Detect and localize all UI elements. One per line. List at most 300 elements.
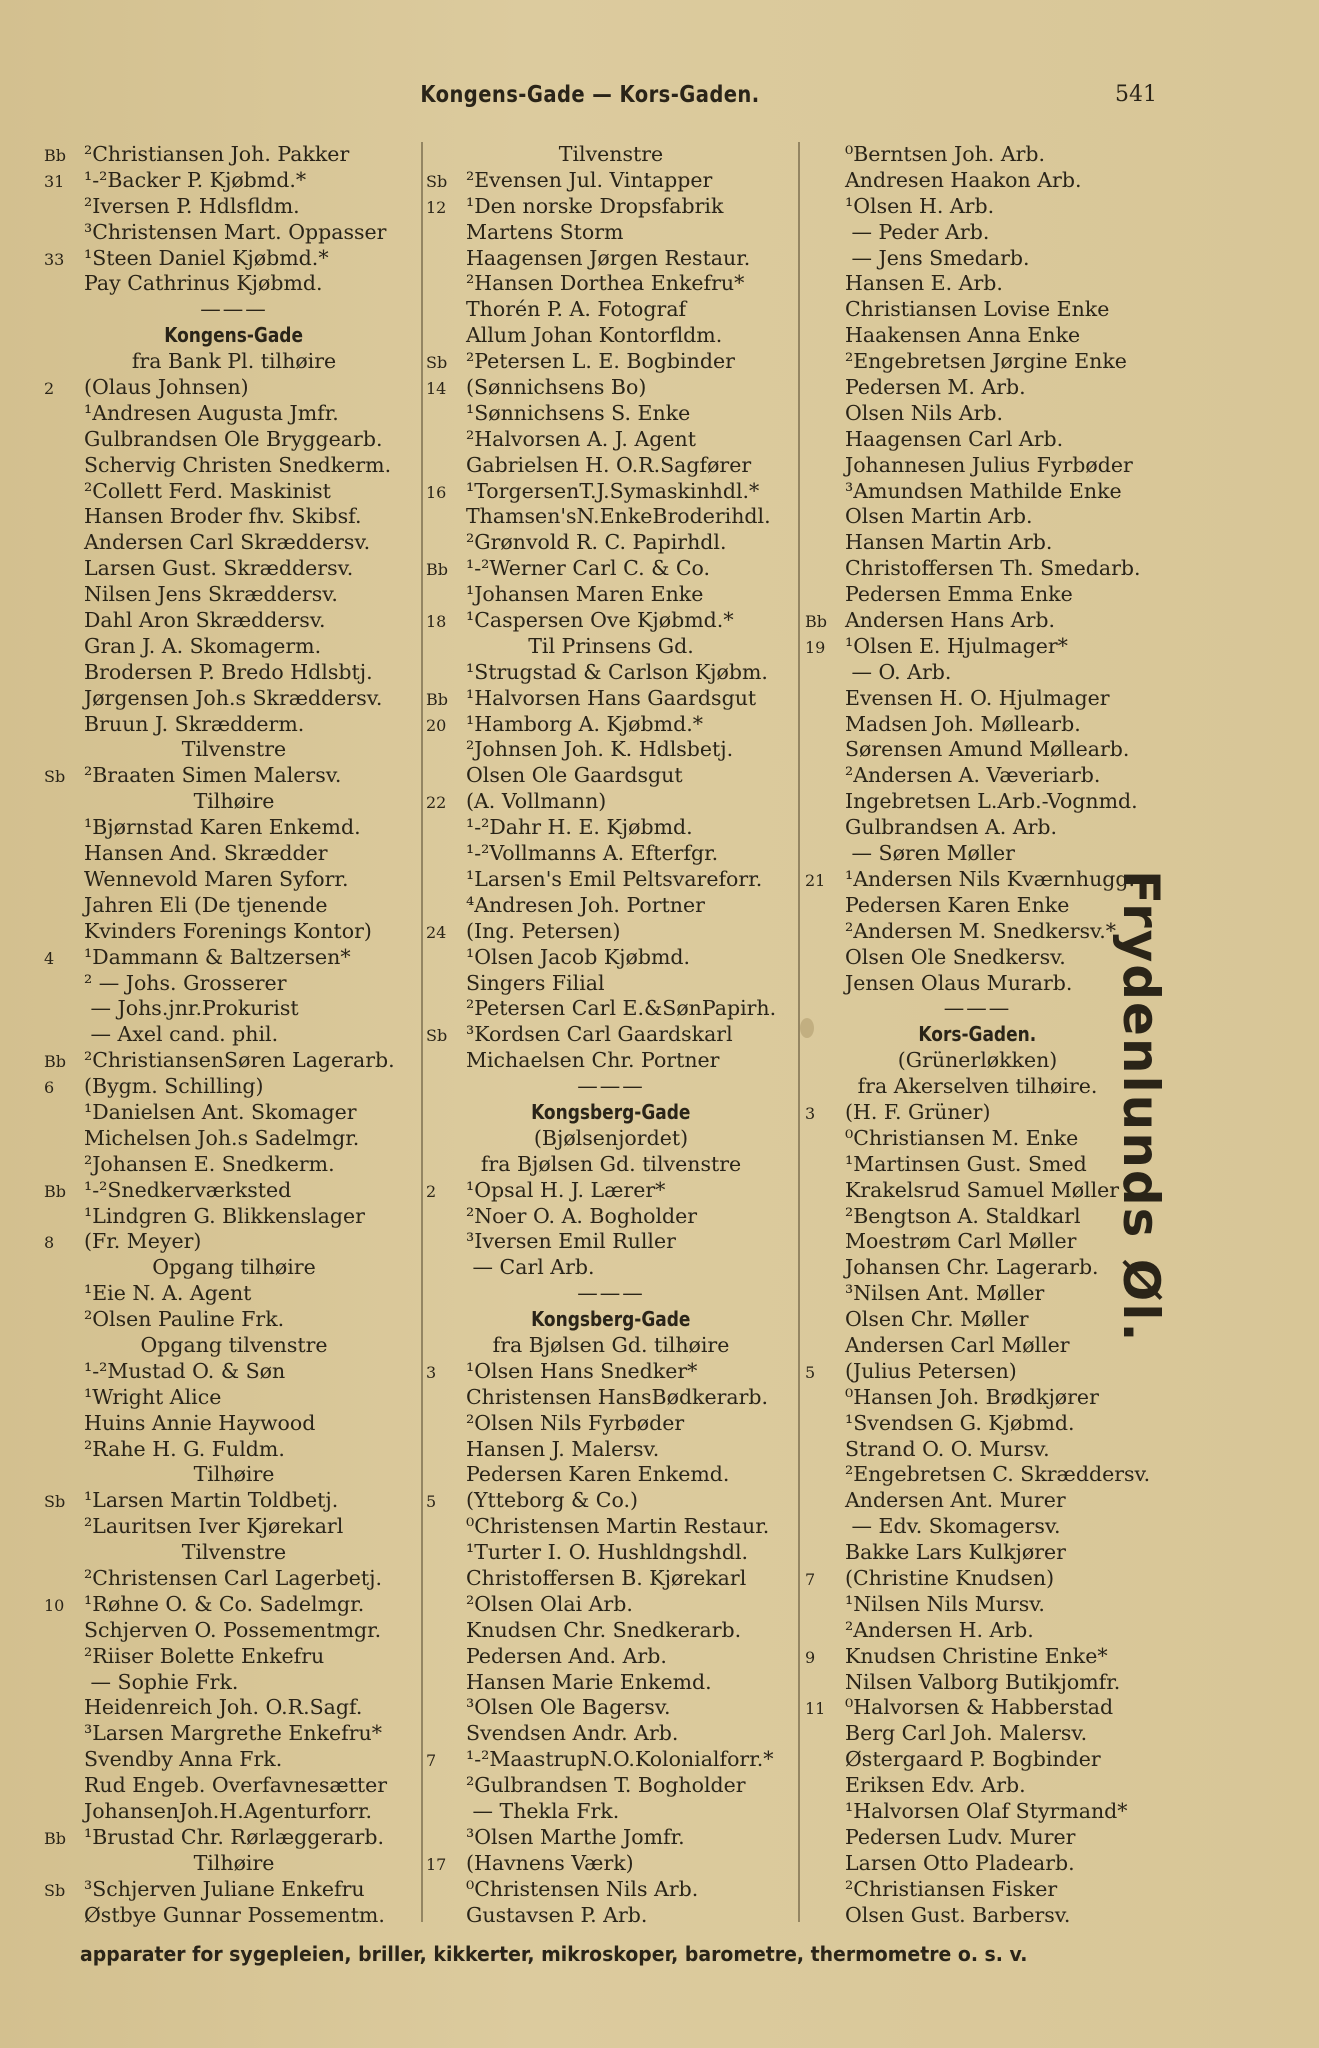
entry-text: ⁰Halvorsen & Habberstad	[845, 1695, 1114, 1720]
entry-marker: Sb	[426, 353, 448, 373]
directory-entry	[44, 1592, 424, 1618]
entry-text: ¹Olsen E. Hjulmager*	[845, 633, 1068, 658]
entry-text: ¹Olsen Jacob Kjøbmd.	[466, 944, 691, 969]
directory-entry	[805, 634, 1150, 660]
entry-text: Opgang tilvenstre	[140, 1332, 328, 1357]
directory-entry	[44, 401, 424, 427]
directory-entry	[44, 349, 424, 375]
entry-text: fra Akerselven tilhøire.	[857, 1074, 1098, 1099]
entry-text: ¹-²Dahr H. E. Kjøbmd.	[466, 815, 693, 840]
directory-entry	[426, 1903, 796, 1929]
page-header	[0, 82, 1319, 116]
entry-text: Tilhøire	[193, 1850, 275, 1875]
directory-entry	[426, 660, 796, 686]
entry-text: Pedersen Emma Enke	[845, 582, 1073, 607]
entry-text: Madsen Joh. Møllearb.	[845, 711, 1081, 736]
directory-entry	[426, 893, 796, 919]
column-divider-1	[421, 142, 423, 1922]
entry-text: (H. F. Grüner)	[845, 1099, 991, 1124]
entry-text: ²Collett Ferd. Maskinist	[84, 478, 331, 503]
entry-text: ²Olsen Nils Fyrbøder	[466, 1410, 685, 1435]
entry-text: Jørgensen Joh.s Skræddersv.	[84, 685, 383, 710]
directory-entry	[426, 1825, 796, 1851]
entry-text: ²Johnsen Joh. K. Hdlsbetj.	[466, 737, 734, 762]
entry-text: ³Nilsen Ant. Møller	[845, 1281, 1045, 1306]
entry-text: Andersen Ant. Murer	[845, 1488, 1066, 1513]
entry-text: ¹-²Snedkerværksted	[84, 1177, 292, 1202]
entry-text: Til Prinsens Gd.	[528, 633, 694, 658]
directory-entry	[44, 1903, 424, 1929]
directory-entry	[44, 1022, 424, 1048]
directory-entry	[44, 686, 424, 712]
entry-marker: Sb	[44, 1880, 66, 1900]
entry-text: ¹TorgersenT.J.Symaskinhdl.*	[466, 478, 760, 503]
directory-entry	[805, 1462, 1150, 1488]
street-heading	[44, 323, 424, 349]
entry-text: ³Kordsen Carl Gaardskarl	[466, 1022, 733, 1047]
entry-text: ¹Svendsen G. Kjøbmd.	[845, 1410, 1075, 1435]
entry-text: Hansen And. Skrædder	[84, 841, 328, 866]
entry-text: ¹Andresen Augusta Jmfr.	[84, 400, 339, 425]
directory-entry	[805, 530, 1150, 556]
entry-text: Andersen Carl Skræddersv.	[84, 530, 371, 555]
entry-text: Brodersen P. Bredo Hdlsbtj.	[84, 659, 373, 684]
page-number: 541	[1115, 82, 1157, 107]
directory-entry	[44, 1229, 424, 1255]
entry-text: ¹Martinsen Gust. Smed	[845, 1151, 1087, 1176]
entry-text: ¹Larsen Martin Toldbetj.	[84, 1488, 339, 1513]
entry-text: (Bygm. Schilling)	[84, 1074, 264, 1099]
entry-text: Christoffersen Th. Smedarb.	[845, 556, 1141, 581]
entry-text: ²Christensen Carl Lagerbetj.	[84, 1565, 382, 1590]
directory-entry	[805, 1281, 1150, 1307]
column-2	[426, 142, 796, 1928]
directory-entry	[426, 349, 796, 375]
entry-text: Haagensen Jørgen Restaur.	[466, 245, 751, 270]
entry-marker: 19	[805, 637, 826, 657]
entry-text: Huins Annie Haywood	[84, 1410, 316, 1435]
directory-entry	[805, 168, 1150, 194]
directory-entry	[805, 737, 1150, 763]
directory-entry	[44, 1462, 424, 1488]
entry-text: ⁰Berntsen Joh. Arb.	[845, 142, 1046, 166]
directory-entry	[805, 893, 1150, 919]
directory-entry	[805, 712, 1150, 738]
directory-entry	[426, 1385, 796, 1411]
entry-text: Larsen Gust. Skræddersv.	[84, 556, 354, 581]
entry-marker: 16	[426, 482, 447, 502]
directory-entry	[805, 686, 1150, 712]
entry-text: (Ing. Petersen)	[466, 918, 621, 943]
directory-entry	[426, 1333, 796, 1359]
directory-entry	[44, 582, 424, 608]
directory-entry	[44, 246, 424, 272]
directory-entry	[44, 479, 424, 505]
directory-entry	[426, 789, 796, 815]
entry-text: Pedersen Ludv. Murer	[845, 1824, 1076, 1849]
directory-entry	[805, 401, 1150, 427]
directory-entry	[44, 945, 424, 971]
directory-entry	[44, 971, 424, 997]
directory-entry	[805, 271, 1150, 297]
entry-text: Andresen Haakon Arb.	[845, 167, 1082, 192]
directory-entry	[805, 1048, 1150, 1074]
entry-text: ²Iversen P. Hdlsfldm.	[84, 193, 300, 218]
entry-text: Evensen H. O. Hjulmager	[845, 685, 1110, 710]
entry-text: Hansen E. Arb.	[845, 271, 1003, 296]
directory-entry	[426, 996, 796, 1022]
directory-entry	[426, 1126, 796, 1152]
directory-entry	[805, 1695, 1150, 1721]
entry-marker: Bb	[44, 1828, 66, 1848]
entry-text: (Ytteborg & Co.)	[466, 1488, 638, 1513]
entry-text: ¹Olsen Hans Snedker*	[466, 1358, 698, 1383]
directory-entry	[426, 608, 796, 634]
directory-entry	[805, 1747, 1150, 1773]
directory-entry	[805, 660, 1150, 686]
directory-entry	[805, 1126, 1150, 1152]
entry-text: (Julius Petersen)	[845, 1358, 1017, 1383]
entry-text: Michaelsen Chr. Portner	[466, 1048, 720, 1073]
entry-text: Johansen Chr. Lagerarb.	[845, 1255, 1099, 1280]
entry-text: ———	[577, 1074, 645, 1099]
directory-entry	[426, 1048, 796, 1074]
directory-entry	[44, 220, 424, 246]
directory-entry	[805, 1229, 1150, 1255]
entry-text: Andersen Hans Arb.	[845, 608, 1056, 633]
entry-text: ¹Johansen Maren Enke	[466, 582, 704, 607]
directory-entry	[805, 945, 1150, 971]
entry-marker: 12	[426, 197, 447, 217]
directory-entry	[44, 194, 424, 220]
entry-text: Olsen Gust. Barbersv.	[845, 1902, 1071, 1927]
entry-text: Schervig Christen Snedkerm.	[84, 452, 392, 477]
directory-entry	[426, 1411, 796, 1437]
entry-text: ¹Opsal H. J. Lærer*	[466, 1177, 666, 1202]
entry-text: ²Johansen E. Snedkerm.	[84, 1151, 335, 1176]
directory-entry	[805, 323, 1150, 349]
entry-marker: Bb	[44, 146, 66, 165]
directory-entry	[44, 893, 424, 919]
entry-text: — Edv. Skomagersv.	[845, 1514, 1061, 1539]
directory-entry	[805, 1411, 1150, 1437]
entry-text: ²Rahe H. G. Fuldm.	[84, 1436, 285, 1461]
entry-text: JohansenJoh.H.Agenturforr.	[84, 1799, 373, 1823]
directory-entry	[44, 660, 424, 686]
entry-marker: Bb	[805, 612, 827, 632]
entry-text: Kvinders Forenings Kontor)	[84, 918, 372, 943]
directory-entry	[805, 453, 1150, 479]
directory-entry	[426, 530, 796, 556]
entry-marker: 20	[426, 715, 447, 735]
page-title: Kongens-Gade — Kors-Gaden.	[420, 82, 760, 108]
directory-entry	[426, 815, 796, 841]
entry-text: Singers Filial	[466, 970, 605, 995]
directory-entry	[426, 297, 796, 323]
entry-text: Gustavsen P. Arb.	[466, 1902, 648, 1927]
directory-entry	[805, 1903, 1150, 1929]
entry-text: Kongsberg-Gade	[531, 1307, 691, 1332]
entry-text: ³Olsen Ole Bagersv.	[466, 1695, 671, 1720]
directory-entry	[44, 1670, 424, 1696]
entry-text: Kors-Gaden.	[918, 1022, 1037, 1047]
entry-text: Olsen Ole Snedkersv.	[845, 944, 1066, 969]
entry-text: ¹Bjørnstad Karen Enkemd.	[84, 815, 361, 840]
directory-entry	[44, 1566, 424, 1592]
entry-text: Rud Engeb. Overfavnesætter	[84, 1773, 388, 1798]
entry-text: Olsen Nils Arb.	[845, 400, 1004, 425]
entry-marker: 33	[44, 249, 65, 269]
entry-text: — Sophie Frk.	[84, 1669, 239, 1694]
entry-marker: Sb	[426, 1026, 448, 1046]
entry-text: ³Schjerven Juliane Enkefru	[84, 1876, 365, 1901]
entry-marker: 11	[805, 1699, 826, 1719]
directory-entry	[44, 297, 424, 323]
directory-entry	[426, 634, 796, 660]
entry-text: ⁰Christensen Nils Arb.	[466, 1876, 699, 1901]
directory-entry	[426, 401, 796, 427]
entry-text: Wennevold Maren Syforr.	[84, 866, 349, 891]
directory-entry	[426, 453, 796, 479]
entry-text: ———	[577, 1281, 645, 1306]
entry-marker: 17	[426, 1854, 447, 1874]
entry-text: Andersen Carl Møller	[845, 1332, 1070, 1357]
directory-entry	[426, 582, 796, 608]
entry-text: Opgang tilhøire	[152, 1255, 316, 1280]
directory-entry	[44, 530, 424, 556]
directory-entry	[426, 375, 796, 401]
entry-marker: 7	[426, 1751, 437, 1771]
entry-text: Martens Storm	[466, 219, 624, 244]
directory-entry	[805, 582, 1150, 608]
directory-entry	[426, 945, 796, 971]
directory-entry	[44, 1877, 424, 1903]
directory-entry	[805, 1074, 1150, 1100]
directory-entry	[426, 1152, 796, 1178]
directory-entry	[44, 271, 424, 297]
directory-entry	[44, 453, 424, 479]
entry-text: ²Petersen Carl E.&SønPapirh.	[466, 996, 777, 1021]
entry-text: ³Olsen Marthe Jomfr.	[466, 1824, 685, 1849]
directory-entry	[44, 1747, 424, 1773]
directory-entry	[805, 556, 1150, 582]
entry-text: Olsen Ole Gaardsgut	[466, 763, 683, 788]
entry-text: Gran J. A. Skomagerm.	[84, 633, 322, 658]
directory-entry	[44, 1281, 424, 1307]
directory-entry	[426, 1747, 796, 1773]
directory-entry	[44, 996, 424, 1022]
directory-entry	[805, 1437, 1150, 1463]
directory-entry	[426, 479, 796, 505]
entry-text: ²Engebretsen C. Skræddersv.	[845, 1462, 1151, 1487]
entry-text: Krakelsrud Samuel Møller	[845, 1177, 1120, 1202]
entry-text: — Søren Møller	[845, 841, 1015, 866]
entry-marker: 8	[44, 1233, 55, 1253]
entry-text: ³Larsen Margrethe Enkefru*	[84, 1721, 382, 1746]
directory-entry	[426, 1255, 796, 1281]
directory-entry	[805, 479, 1150, 505]
directory-entry	[44, 867, 424, 893]
directory-entry	[426, 1281, 796, 1307]
street-heading	[805, 1022, 1150, 1048]
entry-text: ¹Dammann & Baltzersen*	[84, 944, 351, 969]
entry-text: Svendby Anna Frk.	[84, 1747, 283, 1772]
entry-marker: 21	[805, 870, 826, 890]
sidebar-advertisement: Frydenlunds Øl.	[1112, 870, 1170, 1344]
entry-text: (Havnens Værk)	[466, 1850, 634, 1875]
directory-entry	[426, 841, 796, 867]
entry-text: ¹-²Werner Carl C. & Co.	[466, 556, 711, 581]
entry-text: ¹Halvorsen Hans Gaardsgut	[466, 685, 757, 710]
directory-entry	[44, 1100, 424, 1126]
entry-text: ¹Wright Alice	[84, 1384, 222, 1409]
entry-text: Schjerven O. Possementmgr.	[84, 1617, 382, 1642]
entry-text: Hansen Marie Enkemd.	[466, 1669, 712, 1694]
directory-entry	[426, 1773, 796, 1799]
directory-entry	[44, 1255, 424, 1281]
entry-text: ¹-²Vollmanns A. Efterfgr.	[466, 841, 719, 866]
entry-text: (Christine Knudsen)	[845, 1565, 1055, 1590]
directory-entry	[805, 297, 1150, 323]
directory-entry	[44, 1799, 424, 1825]
directory-entry	[805, 1566, 1150, 1592]
entry-text: ²Evensen Jul. Vintapper	[466, 167, 713, 192]
directory-entry	[426, 142, 796, 168]
entry-text: ²Gulbrandsen T. Bogholder	[466, 1773, 746, 1798]
entry-text: ³Amundsen Mathilde Enke	[845, 478, 1122, 503]
entry-text: ²Grønvold R. C. Papirhdl.	[466, 530, 727, 555]
entry-text: ¹Sønnichsens S. Enke	[466, 400, 691, 425]
entry-text: ²Olsen Olai Arb.	[466, 1591, 633, 1616]
directory-entry	[426, 1592, 796, 1618]
entry-text: — Jens Smedarb.	[845, 245, 1030, 270]
directory-entry	[805, 375, 1150, 401]
entry-text: Heidenreich Joh. O.R.Sagf.	[84, 1695, 363, 1720]
entry-text: Christoffersen B. Kjørekarl	[466, 1565, 747, 1590]
directory-entry	[805, 1307, 1150, 1333]
entry-text: Thorén P. A. Fotograf	[466, 297, 687, 322]
directory-entry	[426, 1540, 796, 1566]
directory-entry	[805, 1488, 1150, 1514]
entry-text: ²Andersen A. Væveriarb.	[845, 763, 1101, 788]
directory-entry	[805, 919, 1150, 945]
directory-entry	[426, 504, 796, 530]
directory-entry	[426, 194, 796, 220]
directory-entry	[426, 763, 796, 789]
directory-entry	[805, 349, 1150, 375]
directory-entry	[44, 504, 424, 530]
entry-text: ¹Brustad Chr. Rørlæggerarb.	[84, 1824, 384, 1849]
ink-blot	[800, 1018, 814, 1038]
directory-entry	[44, 1385, 424, 1411]
directory-entry	[44, 1514, 424, 1540]
directory-entry	[426, 1074, 796, 1100]
directory-entry	[426, 1644, 796, 1670]
entry-text: ⁴Andresen Joh. Portner	[466, 892, 705, 917]
directory-entry	[805, 1618, 1150, 1644]
entry-text: Gulbrandsen A. Arb.	[845, 815, 1058, 840]
entry-text: — Axel cand. phil.	[84, 1022, 279, 1047]
entry-text: ²Christiansen Fisker	[845, 1876, 1058, 1901]
directory-entry	[44, 1204, 424, 1230]
entry-text: Pay Cathrinus Kjøbmd.	[84, 271, 323, 296]
directory-entry	[44, 1126, 424, 1152]
directory-entry	[805, 1514, 1150, 1540]
entry-text: Tilvenstre	[181, 737, 287, 762]
entry-text: ¹Caspersen Ove Kjøbmd.*	[466, 608, 734, 633]
entry-marker: Bb	[44, 1052, 66, 1072]
directory-entry	[426, 1566, 796, 1592]
entry-text: ²Engebretsen Jørgine Enke	[845, 349, 1127, 374]
directory-entry	[44, 919, 424, 945]
directory-entry	[426, 919, 796, 945]
entry-text: ²Hansen Dorthea Enkefru*	[466, 271, 745, 296]
directory-entry	[44, 1048, 424, 1074]
directory-entry	[805, 1152, 1150, 1178]
entry-text: Haagensen Carl Arb.	[845, 426, 1064, 451]
entry-marker: 24	[426, 922, 447, 942]
directory-entry	[44, 789, 424, 815]
directory-entry	[426, 971, 796, 997]
entry-text: ¹Steen Daniel Kjøbmd.*	[84, 245, 329, 270]
directory-entry	[805, 789, 1150, 815]
directory-entry	[426, 737, 796, 763]
entry-text: Pedersen And. Arb.	[466, 1643, 667, 1668]
entry-text: Tilvenstre	[181, 1540, 287, 1565]
entry-text: ¹Andersen Nils Kværnhugg.	[845, 866, 1136, 891]
entry-text: fra Bank Pl. tilhøire	[131, 349, 337, 374]
entry-text: ¹-²MaastrupN.O.Kolonialforr.*	[466, 1747, 774, 1772]
directory-entry	[426, 686, 796, 712]
entry-text: Berg Carl Joh. Malersv.	[845, 1721, 1088, 1746]
directory-entry	[44, 634, 424, 660]
entry-text: ———	[200, 297, 268, 322]
entry-text: Christensen HansBødkerarb.	[466, 1384, 769, 1409]
entry-text: (A. Vollmann)	[466, 789, 607, 814]
directory-entry	[44, 1695, 424, 1721]
entry-text: ¹Hamborg A. Kjøbmd.*	[466, 711, 703, 736]
directory-entry	[805, 815, 1150, 841]
column-3	[805, 142, 1150, 1928]
directory-entry	[805, 1540, 1150, 1566]
entry-text: ²Bengtson A. Staldkarl	[845, 1203, 1081, 1228]
entry-text: Larsen Otto Pladearb.	[845, 1850, 1075, 1875]
directory-entry	[805, 608, 1150, 634]
directory-entry	[805, 996, 1150, 1022]
directory-entry	[44, 1437, 424, 1463]
directory-entry	[44, 1644, 424, 1670]
entry-text: (Fr. Meyer)	[84, 1229, 202, 1254]
directory-entry	[426, 1204, 796, 1230]
directory-entry	[805, 1877, 1150, 1903]
entry-text: Thamsen'sN.EnkeBroderihdl.	[466, 504, 771, 529]
directory-entry	[805, 1255, 1150, 1281]
entry-text: Sørensen Amund Møllearb.	[845, 737, 1130, 762]
directory-entry	[44, 1178, 424, 1204]
entry-text: Nilsen Valborg Butikjomfr.	[845, 1669, 1121, 1694]
entry-marker: Bb	[426, 560, 448, 580]
entry-text: Jahren Eli (De tjenende	[84, 892, 328, 917]
directory-entry	[426, 427, 796, 453]
entry-text: ¹Røhne O. & Co. Sadelmgr.	[84, 1591, 365, 1616]
entry-text: Bakke Lars Kulkjører	[845, 1540, 1066, 1565]
directory-entry	[805, 1721, 1150, 1747]
entry-text: Olsen Martin Arb.	[845, 504, 1033, 529]
entry-text: Gulbrandsen Ole Bryggearb.	[84, 426, 383, 451]
directory-entry	[44, 556, 424, 582]
entry-marker: Bb	[426, 689, 448, 709]
entry-text: — O. Arb.	[845, 659, 952, 684]
